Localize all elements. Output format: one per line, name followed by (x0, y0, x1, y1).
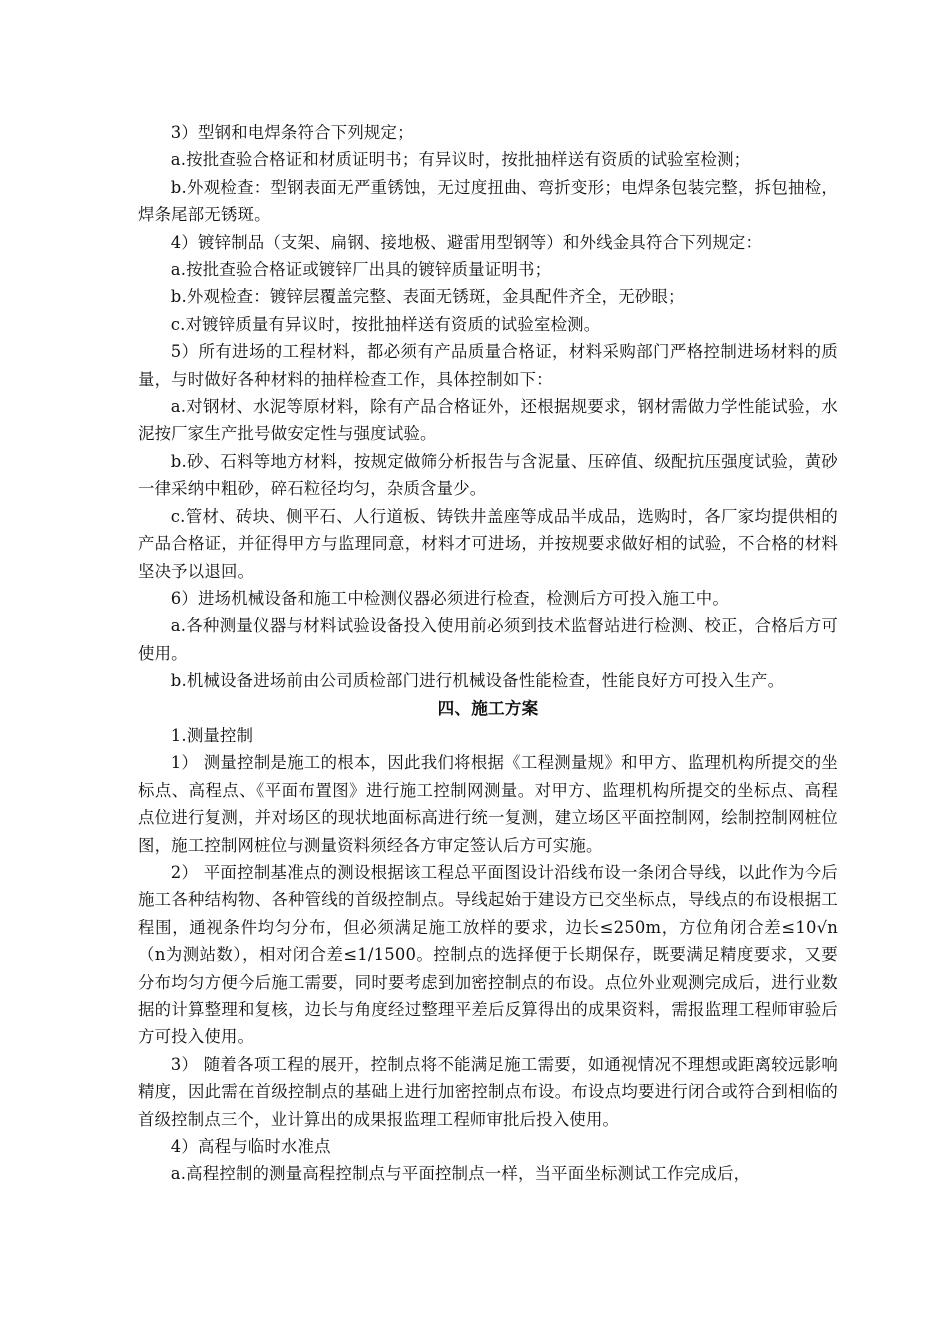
paragraph: b.外观检查：型钢表面无严重锈蚀，无过度扭曲、弯折变形；电焊条包装完整，拆包抽检，焊条尾部无锈斑。 (138, 177, 838, 225)
paragraph: 4）镀锌制品（支架、扁钢、接地极、避雷用型钢等）和外线金具符合下列规定： (170, 232, 763, 252)
paragraph: 6）进场机械设备和施工中检测仪器必须进行检查，检测后方可投入施工中。 (170, 588, 729, 608)
paragraph: 3）型钢和电焊条符合下列规定； (170, 123, 414, 142)
section-heading: 四、施工方案 (437, 697, 539, 718)
paragraph: a.对钢材、水泥等原材料，除有产品合格证外，还根据规要求，钢材需做力学性能试验，水泥按厂家生产批号做安定性与强度试验。 (138, 397, 838, 444)
paragraph: a.按批查验合格证和材质证明书；有异议时，按批抽样送有资质的试验室检测； (170, 150, 751, 170)
paragraph: 1） 测量控制是施工的根本，因此我们将根据《工程测量规》和甲方、监理机构所提交的坐标点、高程点、《平面布置图》进行施工控制网测量。对甲方、监理机构所提交的坐标点、高程点位进行复测，并对场区的现状地面标高进行统一复测，建立场区平面控制网，绘制控制网桩位图，施工控制网桩位与测量资料须经各方审定签认后方可实施。 (138, 753, 838, 855)
paragraph: a.按批查验合格证或镀锌厂出具的镀锌质量证明书； (170, 260, 552, 280)
paragraph: 2） 平面控制基准点的测设根据该工程总平面图设计沿线布设一条闭合导线，以此作为今后施工各种结构物、各种管线的首级控制点。导线起始于建设方已交坐标点，导线点的布设根据工程围，通视条件均匀分布，但必须满足施工放样的要求，边长≤250m，方位角闭合差≤10√n（n为测站数），相对闭合差≤1/1500。控制点的选择便于长期保存，既要满足精度要求，又要分布均匀方便今后施工需要，同时要考虑到加密控制点的布设。点位外业观测完成后，进行业数据的计算整理和复核，边长与角度经过整理平差后反算得出的成果资料，需报监理工程师审验后方可投入使用。 (138, 862, 838, 1047)
paragraph: c.对镀锌质量有异议时，按批抽样送有资质的试验室检测。 (170, 314, 601, 334)
paragraph: 3） 随着各项工程的展开，控制点将不能满足施工需要，如通视情况不理想或距离较远影响精度，因此需在首级控制点的基础上进行加密控制点布设。布设点均要进行闭合或符合到相临的首级控制点三个，业计算出的成果报监理工程师审批后投入使用。 (138, 1054, 838, 1129)
paragraph: 5）所有进场的工程材料，都必须有产品质量合格证，材料采购部门严格控制进场材料的质量，与时做好各种材料的抽样检查工作，具体控制如下： (138, 342, 838, 389)
paragraph: b.砂、石料等地方材料，按规定做筛分析报告与含泥量、压碎值、级配抗压强度试验，黄砂一律采纳中粗砂，碎石粒径均匀，杂质含量少。 (138, 451, 838, 499)
paragraph: a.各种测量仪器与材料试验设备投入使用前必须到技术监督站进行检测、校正，合格后方可使用。 (138, 616, 838, 663)
paragraph: a.高程控制的测量高程控制点与平面控制点一样，当平面坐标测试工作完成后， (170, 1164, 751, 1184)
document-page (138, 119, 838, 1188)
paragraph: b.外观检查：镀锌层覆盖完整、表面无锈斑，金具配件齐全，无砂眼； (170, 287, 685, 307)
paragraph: c.管材、砖块、侧平石、人行道板、铸铁井盖座等成品半成品，选购时，各厂家均提供相的产品合格证，并征得甲方与监理同意，材料才可进场，并按规要求做好相的试验，不合格的材料坚决予以退回。 (138, 506, 838, 581)
paragraph: 4）高程与临时水准点 (170, 1137, 331, 1157)
paragraph: b.机械设备进场前由公司质检部门进行机械设备性能检查，性能良好方可投入生产。 (170, 671, 785, 691)
subsection-title: 1.测量控制 (170, 725, 254, 745)
